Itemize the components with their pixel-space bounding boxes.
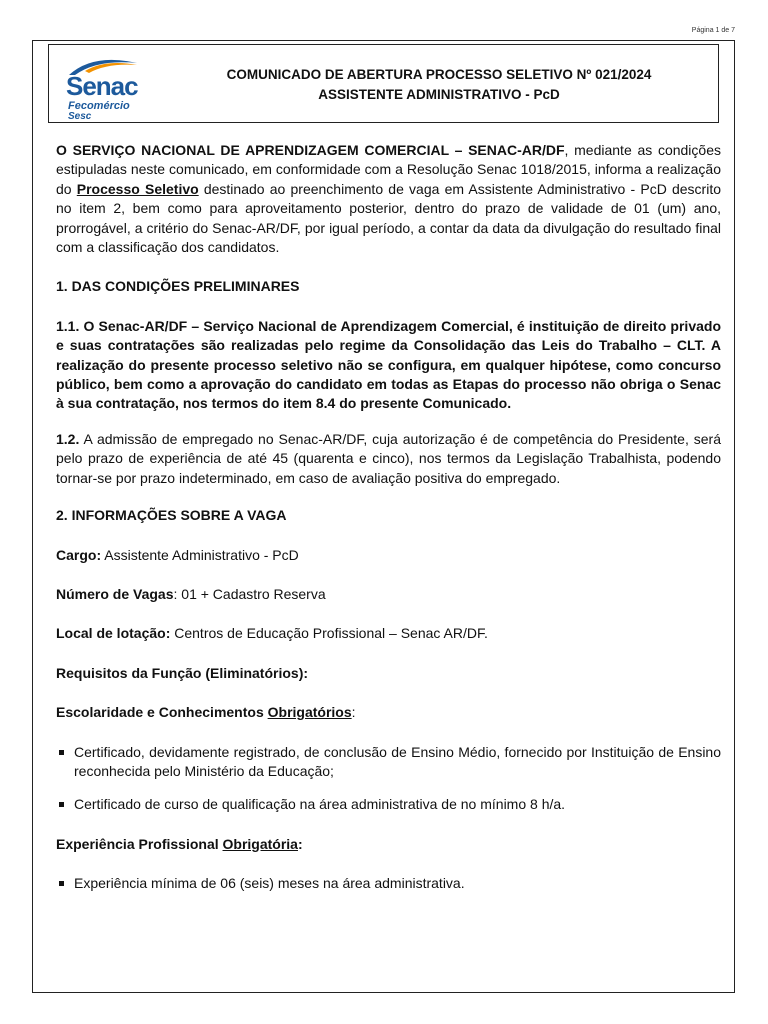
requisitos-heading: Requisitos da Função (Eliminatórios): — [56, 664, 309, 681]
experiencia-list — [56, 874, 721, 893]
logo-subtitle-2: Sesc — [68, 111, 92, 122]
escolaridade-heading — [56, 703, 721, 722]
experiencia-underline: Obrigatória — [222, 835, 298, 852]
intro-part-2: destinado ao preenchimento de vaga em Assistente Administrativo - PcD descrito no item 2, bem como para aproveitamento posterior, dentro do prazo de validade de 01 (um) ano, prorrogável, a critério do Senac-AR/DF, por igual período, a contar da data da divulgação do resultado final com a classificação dos candidatos. — [56, 180, 722, 256]
local-label: Local de lotação: — [56, 625, 171, 642]
cargo-label: Cargo: — [56, 546, 102, 563]
list-item: Experiência mínima de 06 (seis) meses na área administrativa. — [56, 874, 721, 893]
vagas-line — [56, 585, 721, 604]
experiencia-heading — [56, 835, 721, 854]
experiencia-label: Experiência Profissional — [56, 835, 223, 852]
experiencia-colon: : — [297, 835, 303, 852]
item-1-2 — [56, 430, 721, 488]
logo-brand: Senac — [66, 71, 138, 101]
local-value: Centros de Educação Profissional – Senac AR/DF. — [170, 625, 488, 642]
processo-seletivo-text: Processo Seletivo — [76, 180, 199, 197]
logo-subtitle-1: Fecomércio — [68, 100, 130, 112]
escolaridade-colon: : — [351, 704, 356, 721]
cargo-value: Assistente Administrativo - PcD — [101, 546, 299, 563]
escolaridade-underline: Obrigatórios — [267, 704, 352, 721]
escolaridade-list — [56, 743, 721, 815]
vagas-value: : 01 + Cadastro Reserva — [173, 585, 326, 602]
title-line-1: COMUNICADO DE ABERTURA PROCESSO SELETIVO Nº 021/2024 — [226, 67, 652, 82]
intro-paragraph — [56, 141, 721, 257]
cargo-line — [56, 546, 721, 565]
intro-lead: O SERVIÇO NACIONAL DE APRENDIZAGEM COMERCIAL – SENAC-AR/DF — [56, 142, 565, 158]
item-1-2-text: A admissão de empregado no Senac-AR/DF, cuja autorização é de competência do Presidente, será pelo prazo de experiência de até 45 (quarenta e cinco), nos termos da Legislação Trabalhista, podendo tornar-se por prazo indeterminado, em caso de avaliação positiva do empregado. — [56, 430, 721, 486]
list-item: Certificado, devidamente registrado, de conclusão de Ensino Médio, fornecido por Instituição de Ensino reconhecida pelo Ministério da Educação; — [56, 743, 721, 782]
document-title — [159, 65, 719, 105]
senac-logo — [63, 51, 145, 122]
list-item: Certificado de curso de qualificação na área administrativa de no mínimo 8 h/a. — [56, 795, 721, 814]
intro-part-1: , mediante as condições estipuladas neste comunicado, em conformidade com a Resolução Senac 1018/2015, informa a realização do — [56, 142, 721, 197]
vagas-label: Número de Vagas — [56, 585, 174, 602]
escolaridade-label: Escolaridade e Conhecimentos — [56, 704, 268, 721]
title-line-2: ASSISTENTE ADMINISTRATIVO - PcD — [318, 87, 560, 102]
item-1-2-number: 1.2. — [56, 430, 80, 447]
section-2-heading: 2. INFORMAÇÕES SOBRE A VAGA — [56, 507, 287, 524]
section-1-heading: 1. DAS CONDIÇÕES PRELIMINARES — [56, 278, 300, 295]
local-line — [56, 624, 721, 643]
page-number: Página 1 de 7 — [691, 27, 735, 34]
document-body — [56, 141, 721, 894]
item-1-1: 1.1. O Senac-AR/DF – Serviço Nacional de Aprendizagem Comercial, é instituição de direito privado e suas contratações são realizadas pelo regime da Consolidação das Leis do Trabalho – CLT. A realização do presente processo seletivo não se configura, em qualquer hipótese, como concurso público, bem como a aprovação do candidato em todas as Etapas do processo não obriga o Senac à sua contratação, nos termos do item 8.4 do presente Comunicado. — [56, 317, 721, 412]
document-header — [48, 44, 719, 123]
